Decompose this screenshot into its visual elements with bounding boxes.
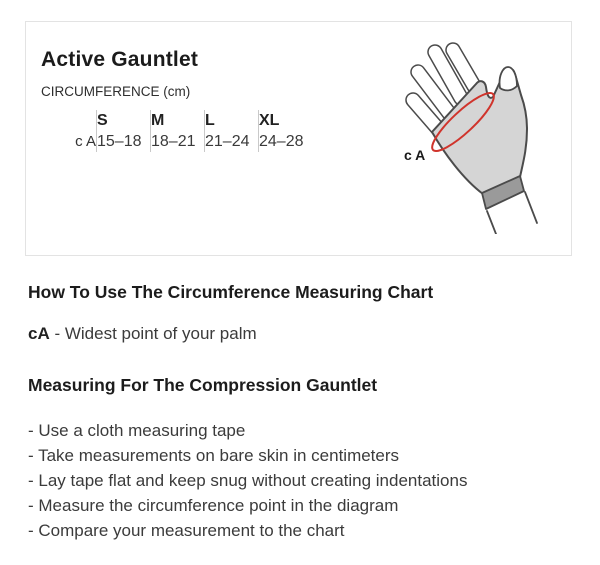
measuring-steps-list	[28, 418, 580, 543]
measuring-step: - Take measurements on bare skin in centimeters	[28, 446, 400, 465]
measurement-row-label: c A	[75, 133, 96, 150]
hand-measurement-diagram	[390, 22, 540, 234]
size-chart-card	[25, 21, 572, 256]
thumb-tip	[500, 67, 517, 90]
measuring-heading: Measuring For The Compression Gauntlet	[28, 375, 378, 395]
measurement-term: cA	[28, 324, 50, 343]
how-to-use-heading: How To Use The Circumference Measuring Chart	[28, 282, 434, 302]
size-table-corner-cell	[41, 110, 97, 131]
circumference-unit-label: CIRCUMFERENCE (cm)	[41, 84, 191, 99]
size-range-cell: 18–21	[151, 131, 205, 152]
measuring-step: - Lay tape flat and keep snug without creating indentations	[28, 471, 468, 490]
size-table-header-row	[41, 110, 312, 131]
size-column-header: S	[97, 110, 151, 131]
measuring-step: - Compare your measurement to the chart	[28, 521, 345, 540]
measurement-description: - Widest point of your palm	[49, 324, 257, 343]
measuring-step: - Measure the circumference point in the diagram	[28, 496, 399, 515]
measurement-definition	[28, 325, 580, 343]
measuring-step: - Use a cloth measuring tape	[28, 421, 246, 440]
product-title: Active Gauntlet	[41, 48, 199, 71]
size-column-header: L	[205, 110, 259, 131]
diagram-point-label: c A	[404, 147, 426, 163]
size-table-value-row	[41, 131, 312, 152]
size-range-cell: 24–28	[259, 131, 313, 152]
size-column-header: XL	[259, 110, 313, 131]
size-column-header: M	[151, 110, 205, 131]
instructions-section	[28, 283, 580, 543]
size-range-cell: 21–24	[205, 131, 259, 152]
size-table	[41, 110, 312, 152]
size-range-cell: 15–18	[97, 131, 151, 152]
